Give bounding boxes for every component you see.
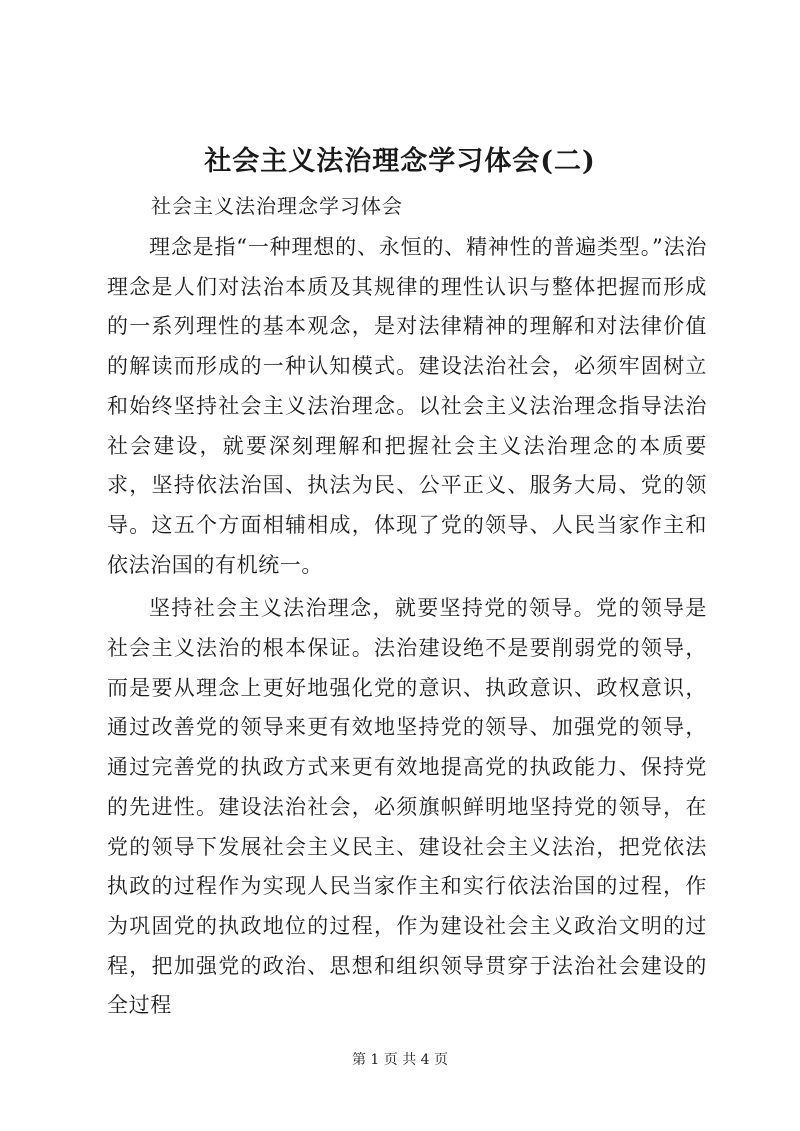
document-body [107, 228, 707, 1030]
document-subtitle: 社会主义法治理念学习体会 [151, 194, 403, 218]
body-paragraph: 理念是指“一种理想的、永恒的、精神性的普遍类型。”法治理念是人们对法治本质及其规律的理性认识与整体把握而形成的一系列理性的基本观念，是对法律精神的理解和对法律价值的解读而形成的一种认知模式。建设法治社会，必须牢固树立和始终坚持社会主义法治理念。以社会主义法治理念指导法治社会建设，就要深刻理解和把握社会主义法治理念的本质要求，坚持依法治国、执法为民、公平正义、服务大局、党的领导。这五个方面相辅相成，体现了党的领导、人民当家作主和依法治国的有机统一。 [107, 235, 707, 577]
document-title: 社会主义法治理念学习体会(二) [204, 146, 596, 177]
page-number: 第 1 页 共 4 页 [351, 1052, 449, 1068]
body-paragraph: 坚持社会主义法治理念，就要坚持党的领导。党的领导是社会主义法治的根本保证。法治建设绝不是要削弱党的领导，而是要从理念上更好地强化党的意识、执政意识、政权意识，通过改善党的领导来更有效地坚持党的领导、加强党的领导，通过完善党的执政方式来更有效地提高党的执政能力、保持党的先进性。建设法治社会，必须旗帜鲜明地坚持党的领导，在党的领导下发展社会主义民主、建设社会主义法治，把党依法执政的过程作为实现人民当家作主和实行依法治国的过程，作为巩固党的执政地位的过程，作为建设社会主义政治文明的过程，把加强党的政治、思想和组织领导贯穿于法治社会建设的全过程 [107, 596, 707, 1018]
